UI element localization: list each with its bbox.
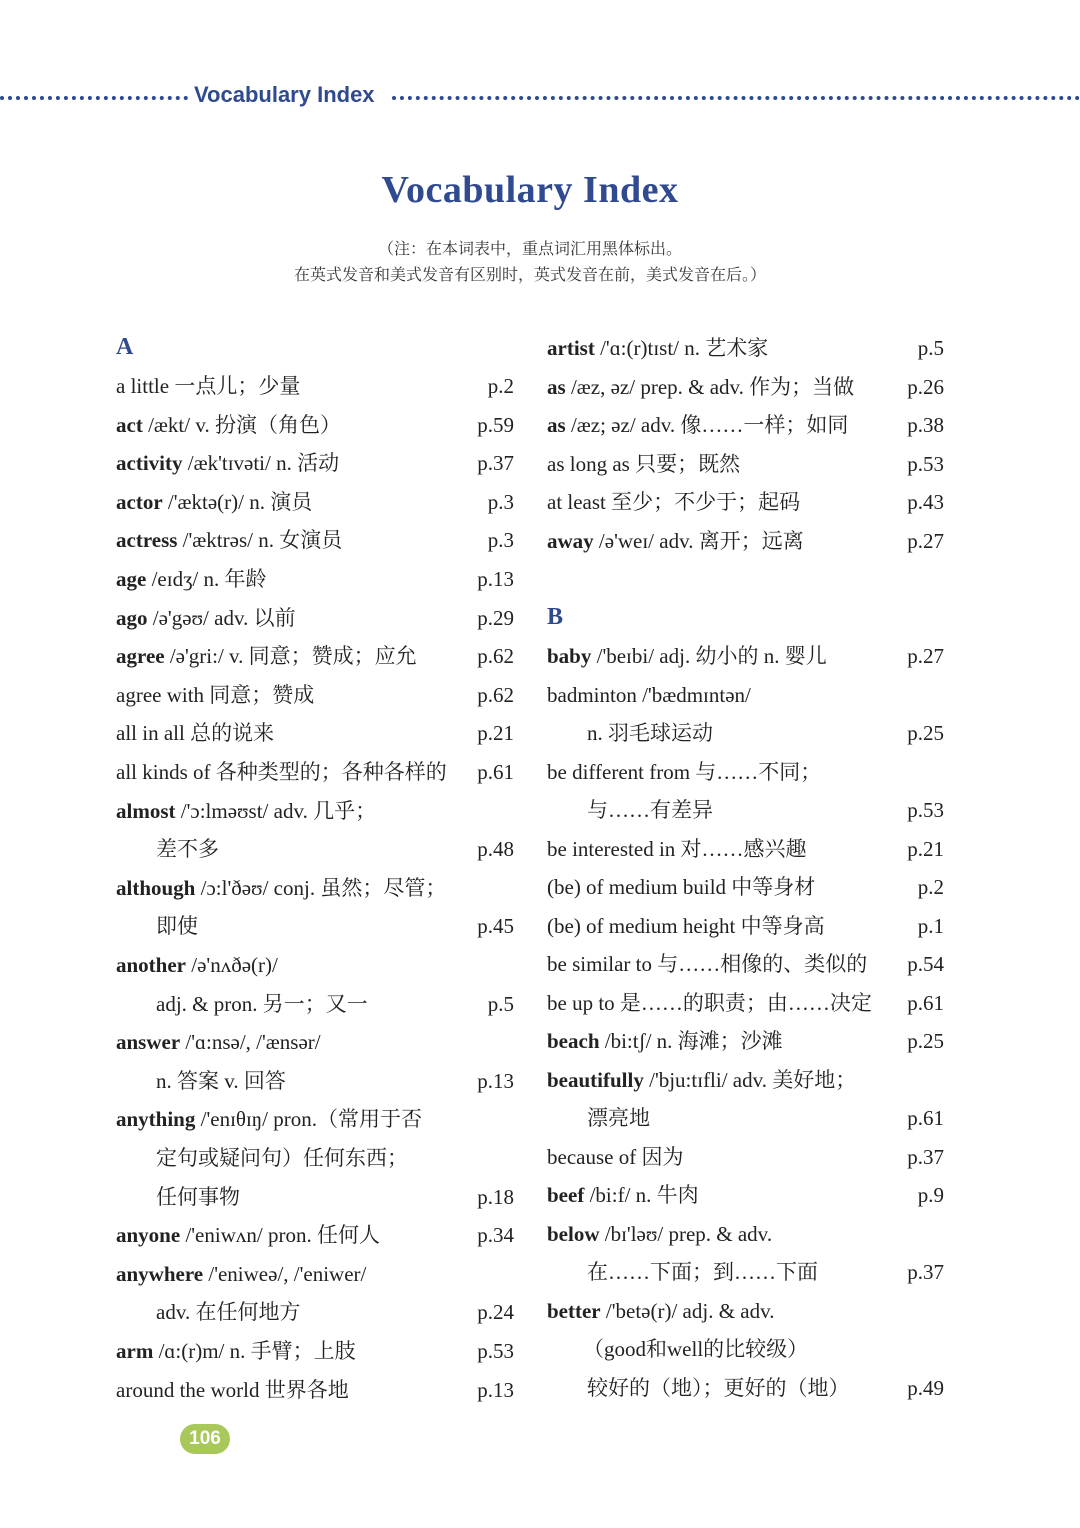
entry-text: adv. 在任何地方 bbox=[156, 1300, 301, 1325]
headword: actress bbox=[116, 528, 178, 553]
vocab-entry bbox=[547, 331, 944, 365]
vocab-entry bbox=[547, 524, 944, 558]
vocab-entry bbox=[547, 793, 944, 827]
headword: beach bbox=[547, 1029, 600, 1053]
page-ref: p.54 bbox=[907, 952, 944, 976]
vocab-entry bbox=[547, 947, 944, 981]
headword: better bbox=[547, 1298, 601, 1323]
page-ref: p.25 bbox=[907, 721, 944, 745]
entry-text: adj. & pron. 另一；又一 bbox=[156, 991, 368, 1016]
entry-text: /eɪdʒ/ n. 年龄 bbox=[146, 567, 267, 591]
page-ref: p.59 bbox=[477, 412, 514, 437]
entry-text: /'enɪθɪŋ/ pron.（常用于否 bbox=[195, 1107, 423, 1132]
header-dots-right bbox=[392, 96, 1080, 100]
headword: away bbox=[547, 529, 594, 553]
vocab-entry bbox=[547, 716, 944, 750]
vocab-entry bbox=[547, 909, 944, 943]
headword: beef bbox=[547, 1183, 585, 1207]
vocab-entry bbox=[116, 1218, 514, 1252]
entry-text: /'æktrəs/ n. 女演员 bbox=[177, 528, 343, 553]
vocab-entry bbox=[547, 1255, 944, 1289]
page-ref: p.61 bbox=[907, 990, 944, 1015]
entry-text: 定句或疑问句）任何东西； bbox=[156, 1146, 408, 1170]
entry-text: /'beɪbi/ adj. 幼小的 n. 婴儿 bbox=[591, 644, 827, 668]
page-ref: p.26 bbox=[907, 374, 944, 399]
vocab-entry bbox=[547, 1332, 944, 1366]
page-ref: p.24 bbox=[477, 1300, 514, 1325]
vocab-entry bbox=[116, 562, 514, 596]
headword: although bbox=[116, 875, 196, 900]
page-ref: p.53 bbox=[907, 798, 944, 822]
page-ref: p.62 bbox=[477, 682, 514, 707]
vocab-entry bbox=[116, 1257, 514, 1291]
page-ref: p.48 bbox=[477, 837, 514, 862]
vocab-entry bbox=[547, 447, 944, 481]
entry-text: at least 至少；不少于；起码 bbox=[547, 490, 801, 515]
vocab-entry bbox=[547, 1063, 944, 1097]
entry-text: 较好的（地）；更好的（地） bbox=[587, 1375, 850, 1400]
page-title: Vocabulary Index bbox=[381, 169, 679, 211]
vocab-entry bbox=[116, 1064, 514, 1098]
entry-text: agree with 同意；赞成 bbox=[116, 682, 315, 707]
entry-text: /ɑ:(r)m/ n. 手臂；上肢 bbox=[153, 1339, 356, 1363]
vocab-entry bbox=[116, 1295, 514, 1329]
entry-text: /bi:f/ n. 牛肉 bbox=[584, 1183, 699, 1207]
entry-text: /'æktə(r)/ n. 演员 bbox=[162, 489, 313, 514]
vocab-entry bbox=[547, 1371, 944, 1405]
entry-text: be up to 是……的职责；由……决定 bbox=[547, 990, 872, 1015]
vocab-entry bbox=[116, 1373, 514, 1407]
entry-text: 差不多 bbox=[156, 837, 219, 862]
entry-text: /ə'gri:/ v. 同意；赞成；应允 bbox=[164, 644, 417, 669]
vocab-entry bbox=[116, 408, 514, 442]
headword: agree bbox=[116, 644, 165, 669]
entry-text: n. 答案 v. 回答 bbox=[156, 1068, 286, 1093]
note-line-2: 在英式发音和美式发音有区别时，英式发音在前，美式发音在后。） bbox=[293, 267, 766, 284]
page-ref: p.38 bbox=[907, 413, 944, 438]
entry-text: all in all 总的说来 bbox=[116, 721, 275, 746]
entry-text: /ə'gəʊ/ adv. 以前 bbox=[147, 605, 296, 630]
vocab-entry bbox=[547, 1178, 944, 1212]
entry-text: /ə'nʌðə(r)/ bbox=[186, 953, 278, 977]
vocab-entry bbox=[547, 370, 944, 404]
page-ref: p.21 bbox=[907, 836, 944, 861]
headword: anywhere bbox=[116, 1261, 204, 1286]
entry-text: (be) of medium build 中等身材 bbox=[547, 875, 816, 899]
entry-text: /ə'weɪ/ adv. 离开；远离 bbox=[593, 529, 804, 553]
vocab-entry bbox=[116, 601, 514, 635]
page-ref: p.9 bbox=[917, 1183, 944, 1207]
entry-text: around the world 世界各地 bbox=[116, 1377, 349, 1402]
section-letter-b: B bbox=[547, 604, 564, 630]
vocab-entry bbox=[116, 832, 514, 866]
entry-text: （good和well的比较级） bbox=[583, 1337, 809, 1361]
entry-text: be interested in 对……感兴趣 bbox=[547, 836, 807, 861]
vocab-entry bbox=[116, 1025, 514, 1059]
headword: answer bbox=[116, 1030, 181, 1055]
page-ref: p.45 bbox=[477, 914, 514, 939]
entry-text: as long as 只要；既然 bbox=[547, 451, 741, 476]
entry-text: /'eniweə/, /'eniwer/ bbox=[203, 1261, 367, 1286]
vocab-entry bbox=[116, 523, 514, 557]
entry-text: /'bju:tɪfli/ adv. 美好地； bbox=[643, 1067, 857, 1092]
vocab-entry bbox=[116, 948, 514, 982]
entry-text: be different from 与……不同； bbox=[547, 759, 822, 784]
vocab-entry bbox=[547, 485, 944, 519]
entry-text: /ɔ:l'ðəʊ/ conj. 虽然；尽管； bbox=[195, 875, 447, 900]
entry-text: /æz; əz/ adv. 像……一样；如同 bbox=[565, 413, 849, 438]
entry-text: /'ɑ:(r)tɪst/ n. 艺术家 bbox=[594, 336, 769, 360]
page-ref: p.13 bbox=[477, 1068, 514, 1093]
page-ref: p.27 bbox=[907, 529, 944, 553]
entry-text: /bi:tʃ/ n. 海滩；沙滩 bbox=[599, 1029, 783, 1053]
entry-text: 与……有差异 bbox=[587, 798, 713, 822]
page-ref: p.2 bbox=[487, 374, 514, 398]
vocab-entry bbox=[547, 755, 944, 789]
vocab-entry bbox=[116, 909, 514, 943]
headword: actor bbox=[116, 489, 163, 514]
vocab-entry bbox=[116, 485, 514, 519]
vocab-entry bbox=[547, 832, 944, 866]
page-ref: p.5 bbox=[487, 991, 514, 1016]
vocab-entry bbox=[547, 1024, 944, 1058]
vocab-entry bbox=[116, 1180, 514, 1214]
headword: anything bbox=[116, 1107, 196, 1132]
vocab-entry bbox=[547, 870, 944, 904]
entry-text: (be) of medium height 中等身高 bbox=[547, 913, 825, 938]
vocab-entry bbox=[547, 408, 944, 442]
headword: as bbox=[547, 413, 566, 438]
headword: act bbox=[116, 412, 143, 437]
page-ref: p.37 bbox=[907, 1260, 944, 1284]
page-ref: p.37 bbox=[477, 451, 514, 476]
page-ref: p.37 bbox=[907, 1144, 944, 1169]
page-ref: p.3 bbox=[487, 528, 514, 553]
vocab-entry bbox=[116, 987, 514, 1021]
vocab-entry bbox=[547, 1140, 944, 1174]
entry-text: 任何事物 bbox=[156, 1184, 240, 1209]
headword: activity bbox=[116, 451, 183, 476]
vocab-entry bbox=[116, 1102, 514, 1136]
entry-text: because of 因为 bbox=[547, 1144, 684, 1169]
header-dots-left bbox=[0, 96, 188, 100]
page-ref: p.53 bbox=[477, 1339, 514, 1363]
headword: as bbox=[547, 374, 566, 399]
page-ref: p.21 bbox=[477, 721, 514, 746]
entry-text: /ækt/ v. 扮演（角色） bbox=[142, 412, 341, 437]
running-header bbox=[0, 82, 1080, 112]
vocab-entry bbox=[547, 678, 944, 712]
page-ref: p.3 bbox=[487, 489, 514, 514]
page-ref: p.43 bbox=[907, 490, 944, 515]
entry-text: 漂亮地 bbox=[587, 1106, 650, 1130]
page-ref: p.62 bbox=[477, 644, 514, 669]
entry-text: a little 一点儿；少量 bbox=[116, 374, 301, 398]
vocab-entry bbox=[547, 1294, 944, 1328]
page-ref: p.34 bbox=[477, 1223, 514, 1248]
entry-text: be similar to 与……相像的、类似的 bbox=[547, 952, 868, 976]
page-ref: p.5 bbox=[917, 336, 944, 360]
page-ref: p.49 bbox=[907, 1375, 944, 1400]
page-ref: p.2 bbox=[917, 875, 944, 899]
entry-text: all kinds of 各种类型的；各种各样的 bbox=[116, 760, 447, 784]
page-ref: p.13 bbox=[477, 1377, 514, 1402]
vocab-entry bbox=[116, 369, 514, 403]
headword: baby bbox=[547, 644, 592, 668]
page-ref: p.53 bbox=[907, 451, 944, 476]
vocab-entry bbox=[547, 639, 944, 673]
vocab-entry bbox=[116, 871, 514, 905]
note-line-1: （注：在本词表中，重点词汇用黑体标出。 bbox=[377, 241, 682, 258]
headword: below bbox=[547, 1221, 600, 1246]
vocab-entry bbox=[116, 678, 514, 712]
entry-text: badminton /'bædmɪntən/ bbox=[547, 682, 751, 707]
page-ref: p.1 bbox=[917, 913, 944, 938]
headword: beautifully bbox=[547, 1067, 644, 1092]
entry-text: 在……下面；到……下面 bbox=[587, 1260, 818, 1284]
vocab-entry bbox=[116, 446, 514, 480]
entry-text: /æk'tɪvəti/ n. 活动 bbox=[182, 451, 340, 476]
page-ref: p.61 bbox=[477, 760, 514, 784]
headword: ago bbox=[116, 605, 148, 630]
page-number-badge: 106 bbox=[180, 1424, 230, 1454]
vocab-entry bbox=[547, 986, 944, 1020]
vocab-entry bbox=[116, 794, 514, 828]
running-header-label: Vocabulary Index bbox=[194, 82, 375, 107]
headword: another bbox=[116, 953, 186, 977]
headword: anyone bbox=[116, 1223, 181, 1248]
entry-text: /bɪ'ləʊ/ prep. & adv. bbox=[599, 1221, 773, 1246]
vocab-entry bbox=[116, 1334, 514, 1368]
section-letter-a: A bbox=[116, 334, 134, 360]
headword: almost bbox=[116, 798, 176, 823]
entry-text: /'ɑ:nsə/, /'ænsər/ bbox=[180, 1030, 321, 1055]
entry-text: /æz, əz/ prep. & adv. 作为；当做 bbox=[565, 374, 855, 399]
page-ref: p.13 bbox=[477, 567, 514, 591]
entry-text: /'betə(r)/ adj. & adv. bbox=[600, 1298, 775, 1323]
entry-text: /'eniwʌn/ pron. 任何人 bbox=[180, 1223, 380, 1248]
headword: artist bbox=[547, 336, 595, 360]
vocab-entry bbox=[116, 755, 514, 789]
page-ref: p.61 bbox=[907, 1106, 944, 1130]
page-ref: p.25 bbox=[907, 1029, 944, 1053]
entry-text: /'ɔ:lməʊst/ adv. 几乎； bbox=[175, 798, 377, 823]
vocab-entry bbox=[547, 1101, 944, 1135]
vocab-entry bbox=[116, 716, 514, 750]
entry-text: n. 羽毛球运动 bbox=[587, 721, 713, 745]
entry-text: 即使 bbox=[156, 914, 198, 939]
page-ref: p.18 bbox=[477, 1184, 514, 1209]
vocab-entry bbox=[116, 639, 514, 673]
vocab-entry bbox=[547, 1217, 944, 1251]
page-ref: p.29 bbox=[477, 605, 514, 630]
headword: arm bbox=[116, 1339, 154, 1363]
vocab-entry bbox=[116, 1141, 514, 1175]
headword: age bbox=[116, 567, 147, 591]
page-ref: p.27 bbox=[907, 644, 944, 668]
